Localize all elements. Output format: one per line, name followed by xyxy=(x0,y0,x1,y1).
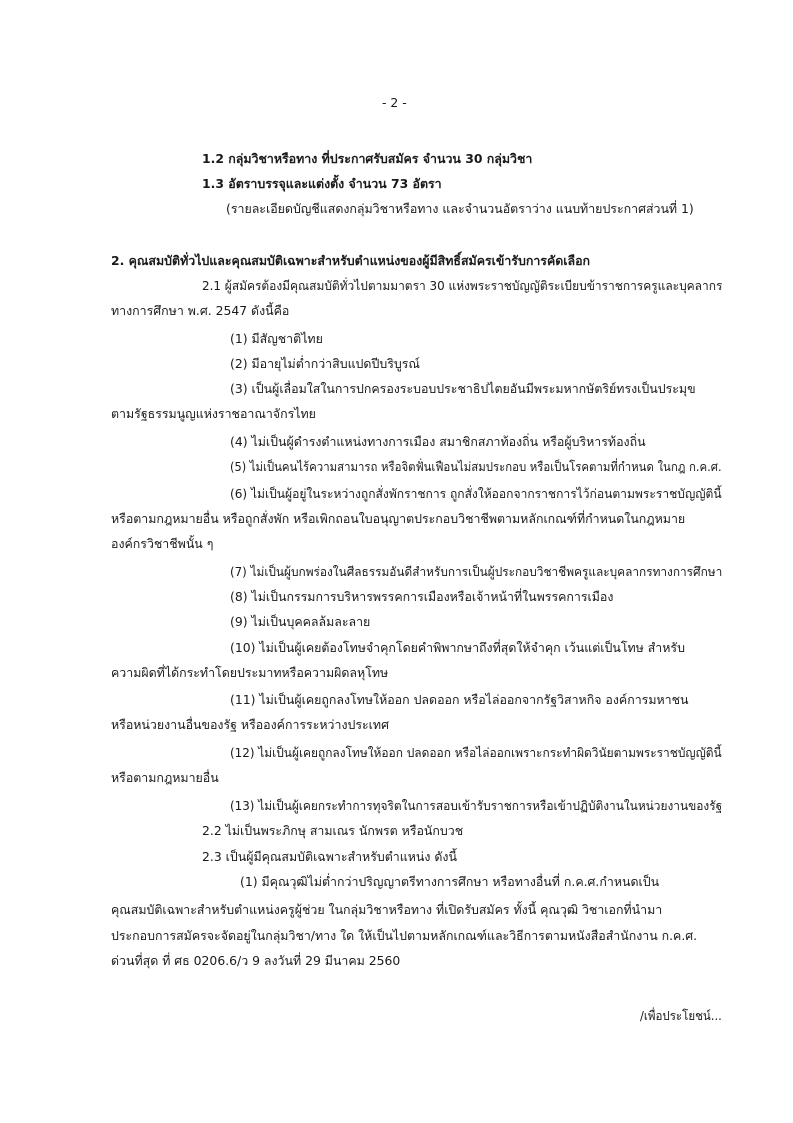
specific-qualification-1-line1: (1) มีคุณวุฒิไม่ต่ำกว่าปริญญาตรีทางการศึกษา หรือทางอื่นที่ ก.ค.ศ.กำหนดเป็น xyxy=(240,874,660,889)
item-2-1-line1: 2.1 ผู้สมัครต้องมีคุณสมบัติทั่วไปตามมาตรา 30 แห่งพระราชบัญญัติระเบียบข้าราชการครูและบุคลากร xyxy=(202,278,723,293)
qualification-10-line2: ความผิดที่ได้กระทำโดยประมาทหรือความผิดลหุโทษ xyxy=(111,665,389,680)
page-number: - 2 - xyxy=(382,95,407,110)
qualification-8: (8) ไม่เป็นกรรมการบริหารพรรคการเมืองหรือเจ้าหน้าที่ในพรรคการเมือง xyxy=(230,589,614,604)
specific-qualification-1-line2: คุณสมบัติเฉพาะสำหรับตำแหน่งครูผู้ช่วย ในกลุ่มวิชาหรือทาง ที่เปิดรับสมัคร ทั้งนี้ คุณวุฒิ วิชาเอกที่นำมา xyxy=(111,902,663,917)
qualification-12-line2: หรือตามกฎหมายอื่น xyxy=(111,770,219,785)
item-2-3: 2.3 เป็นผู้มีคุณสมบัติเฉพาะสำหรับตำแหน่ง ดังนี้ xyxy=(202,849,457,864)
qualification-6-line3: องค์กรวิชาชีพนั้น ๆ xyxy=(111,536,214,551)
qualification-5: (5) ไม่เป็นคนไร้ความสามารถ หรือจิตฟั่นเฟือนไม่สมประกอบ หรือเป็นโรคตามที่กำหนด ในกฎ ก.ค.ศ. xyxy=(230,459,722,474)
qualification-12-line1: (12) ไม่เป็นผู้เคยถูกลงโทษให้ออก ปลดออก หรือไล่ออกเพราะกระทำผิดวินัยตามพระราชบัญญัตินี้ xyxy=(230,745,722,760)
qualification-9: (9) ไม่เป็นบุคคลล้มละลาย xyxy=(230,614,371,629)
qualification-3-line2: ตามรัฐธรรมนูญแห่งราชอาณาจักรไทย xyxy=(111,406,316,421)
qualification-7: (7) ไม่เป็นผู้บกพร่องในศีลธรรมอันดีสำหรับการเป็นผู้ประกอบวิชาชีพครูและบุคลากรทางการศึกษา xyxy=(230,564,723,579)
qualification-10-line1: (10) ไม่เป็นผู้เคยต้องโทษจำคุกโดยคำพิพากษาถึงที่สุดให้จำคุก เว้นแต่เป็นโทษ สำหรับ xyxy=(230,640,685,655)
note-1: (รายละเอียดบัญชีแสดงกลุ่มวิชาหรือทาง และจำนวนอัตราว่าง แนบท้ายประกาศส่วนที่ 1) xyxy=(226,201,694,216)
item-1-2: 1.2 กลุ่มวิชาหรือทาง ที่ประกาศรับสมัคร จำนวน 30 กลุ่มวิชา xyxy=(202,151,533,166)
qualification-13: (13) ไม่เป็นผู้เคยกระทำการทุจริตในการสอบเข้ารับราชการหรือเข้าปฏิบัติงานในหน่วยงานของรัฐ xyxy=(230,798,723,813)
qualification-3-line1: (3) เป็นผู้เลื่อมใสในการปกครองระบอบประชาธิปไตยอันมีพระมหากษัตริย์ทรงเป็นประมุข xyxy=(230,381,696,396)
qualification-11-line2: หรือหน่วยงานอื่นของรัฐ หรือองค์การระหว่างประเทศ xyxy=(111,717,389,732)
section-2-heading: 2. คุณสมบัติทั่วไปและคุณสมบัติเฉพาะสำหรับตำแหน่งของผู้มีสิทธิ์สมัครเข้ารับการคัดเลือก xyxy=(111,253,591,268)
qualification-4: (4) ไม่เป็นผู้ดำรงตำแหน่งทางการเมือง สมาชิกสภาท้องถิ่น หรือผู้บริหารท้องถิ่น xyxy=(230,434,646,449)
qualification-2: (2) มีอายุไม่ต่ำกว่าสิบแปดปีบริบูรณ์ xyxy=(230,356,420,371)
item-2-1-line2: ทางการศึกษา พ.ศ. 2547 ดังนี้คือ xyxy=(111,303,290,318)
qualification-1: (1) มีสัญชาติไทย xyxy=(230,331,323,346)
continuation-marker: /เพื่อประโยชน์... xyxy=(640,1008,722,1023)
qualification-6-line1: (6) ไม่เป็นผู้อยู่ในระหว่างถูกสั่งพักราชการ ถูกสั่งให้ออกจากราชการไว้ก่อนตามพระราชบัญญัตินี้ xyxy=(230,486,722,501)
specific-qualification-1-line3: ประกอบการสมัครจะจัดอยู่ในกลุ่มวิชา/ทาง ใด ให้เป็นไปตามหลักเกณฑ์และวิธีการตามหนังสือสำนักงาน ก.ค.ศ. xyxy=(111,928,698,943)
specific-qualification-1-line4: ด่วนที่สุด ที่ ศธ 0206.6/ว 9 ลงวันที่ 29 มีนาคม 2560 xyxy=(111,953,401,968)
item-2-2: 2.2 ไม่เป็นพระภิกษุ สามเณร นักพรต หรือนักบวช xyxy=(202,823,464,838)
item-1-3: 1.3 อัตราบรรจุและแต่งตั้ง จำนวน 73 อัตรา xyxy=(202,176,442,191)
qualification-11-line1: (11) ไม่เป็นผู้เคยถูกลงโทษให้ออก ปลดออก หรือไล่ออกจากรัฐวิสาหกิจ องค์การมหาชน xyxy=(230,692,689,707)
qualification-6-line2: หรือตามกฎหมายอื่น หรือถูกสั่งพัก หรือเพิกถอนใบอนุญาตประกอบวิชาชีพตามหลักเกณฑ์ที่กำหนดในกฎหมาย xyxy=(111,511,686,526)
